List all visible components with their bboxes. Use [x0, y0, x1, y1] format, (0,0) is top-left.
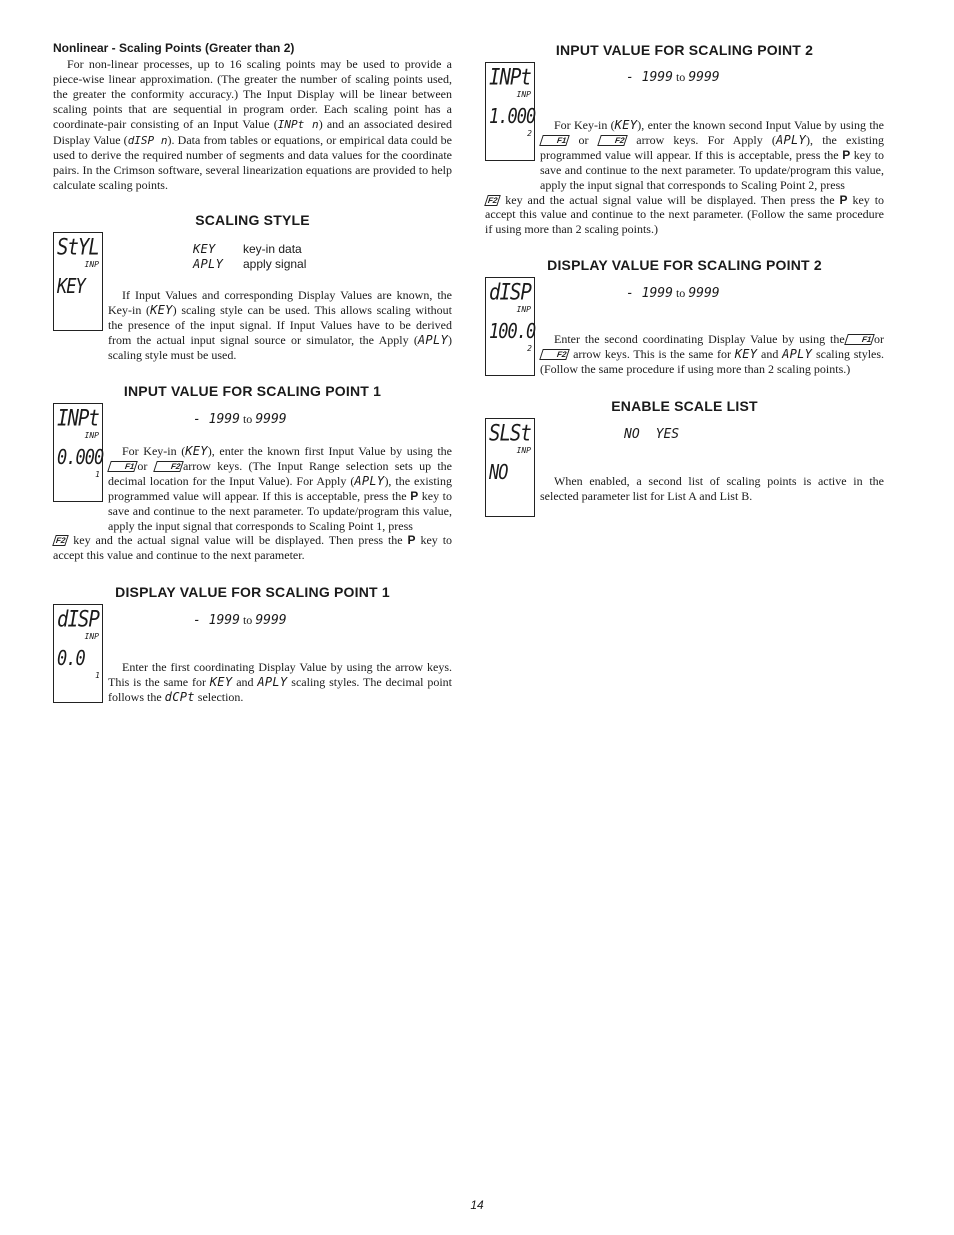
- text: key and the actual signal value will be displayed. Then press the: [505, 192, 835, 207]
- text: and: [761, 346, 779, 361]
- text: selection.: [197, 689, 244, 704]
- range-low: - 1999: [626, 70, 673, 85]
- display-value-2-body: [540, 332, 884, 377]
- range-high: 9999: [255, 412, 287, 427]
- f1-key-icon: F1: [844, 334, 875, 345]
- enable-scale-list-options: [624, 427, 679, 442]
- text: arrow keys. This is the same for: [573, 346, 731, 361]
- display-point-number: 2: [527, 344, 532, 353]
- text: For non-linear processes, up to 16 scaling points may be used to provide a piece-wise linear approximation. (The greater the number of scaling points used, the greater the conformity accuracy.) The Input Display will be linear between scaling points that are sequential in program order. Each scaling point has a coordinate-pair consisting of an Input Value (: [53, 57, 452, 131]
- display-mid-text: INP: [84, 260, 99, 269]
- input-value-2-range: [626, 70, 720, 85]
- option-no: NO: [624, 427, 640, 442]
- f2-key-icon: F2: [539, 349, 570, 360]
- intro-paragraph: [53, 57, 452, 193]
- p-key-label: P: [842, 147, 851, 162]
- display-value-1-range: [193, 613, 287, 628]
- code-dcpt: dCPt: [164, 689, 195, 704]
- intro-heading: Nonlinear - Scaling Points (Greater than 2): [53, 41, 295, 55]
- display-top-text: dISP: [489, 280, 531, 306]
- option-yes: YES: [655, 427, 680, 442]
- text: key to save and continue to the next parameter. To update/program this value, apply the input signal that corresponds to Scaling Point 1, press: [108, 488, 452, 533]
- scaling-style-options: [193, 242, 306, 272]
- code-key: KEY: [150, 302, 173, 317]
- display-top-text: dISP: [57, 607, 99, 633]
- code-aply: APLY: [782, 346, 813, 361]
- text: scaling styles. The decimal point follows the: [108, 674, 452, 704]
- range-high: 9999: [688, 70, 720, 85]
- enable-scale-list-text: When enabled, a second list of scaling points is active in the selected parameter list for List A and List B.: [540, 474, 884, 503]
- display-bottom-text: 0.000: [57, 446, 104, 470]
- display-mid-text: INP: [84, 632, 99, 641]
- input-value-1-range: [193, 412, 287, 427]
- option-code: APLY: [193, 257, 224, 271]
- f1-key-icon: F1: [539, 135, 570, 146]
- display-value-2-title: DISPLAY VALUE FOR SCALING POINT 2: [547, 257, 822, 273]
- text: ), enter the known second Input Value by using the: [637, 118, 884, 132]
- text: and: [236, 674, 254, 689]
- scaling-style-title: SCALING STYLE: [195, 212, 310, 228]
- display-point-number: 1: [95, 470, 100, 479]
- range-low: - 1999: [626, 286, 673, 301]
- display-value-1-title: DISPLAY VALUE FOR SCALING POINT 1: [115, 584, 390, 600]
- range-to: to: [675, 286, 686, 300]
- text: key and the actual signal value will be displayed. Then press the: [73, 533, 403, 548]
- range-to: to: [242, 412, 253, 426]
- input-value-1-body: [53, 444, 452, 563]
- p-key-label: P: [407, 533, 416, 548]
- code-key: KEY: [734, 346, 758, 361]
- text: or: [874, 332, 884, 346]
- f2-key-icon: F2: [597, 135, 628, 146]
- f2-key-icon: F2: [153, 461, 184, 472]
- code-key: KEY: [614, 118, 638, 132]
- display-bottom-text: KEY: [57, 275, 85, 299]
- display-mid-text: INP: [516, 90, 531, 99]
- display-top-text: SLSt: [489, 421, 531, 447]
- text: arrow keys. For Apply (: [636, 132, 776, 147]
- code-aply: APLY: [257, 674, 288, 689]
- text: key to save and continue to the next parameter. To update/program this value, apply the input signal that corresponds to Scaling Point 2, press: [540, 147, 884, 192]
- range-high: 9999: [255, 613, 287, 628]
- text: arrow keys. (The Input Range selection sets up the decimal location for the Input Value). For Apply (: [108, 458, 452, 488]
- text: For Key-in (: [122, 444, 186, 458]
- text: or: [578, 132, 589, 147]
- text: or: [137, 458, 148, 473]
- display-mid-text: INP: [516, 446, 531, 455]
- intro-section: [53, 41, 452, 193]
- option-description: key-in data: [243, 242, 302, 256]
- code-aply: APLY: [417, 332, 448, 347]
- display-top-text: INPt: [57, 406, 99, 432]
- display-bottom-text: 0.0: [57, 647, 85, 671]
- f2-key-icon: F2: [484, 195, 501, 206]
- f1-key-icon: F1: [107, 461, 138, 472]
- p-key-label: P: [839, 192, 848, 207]
- enable-scale-list-title: ENABLE SCALE LIST: [611, 398, 758, 414]
- display-bottom-text: 100.0: [489, 320, 536, 344]
- code-disp-n: dISP n: [127, 133, 168, 147]
- code-key: KEY: [209, 674, 233, 689]
- text: ). Data from tables or equations, or empirical data could be used to derive the required number of segments and data values for the coordinate pairs. In the Crimson software, several linearization equations are provided to help calculate scaling points.: [53, 132, 452, 193]
- text: For Key-in (: [554, 118, 615, 132]
- text: scaling styles. (Follow the same procedure if using more than 2 scaling points.): [540, 346, 885, 376]
- display-bottom-text: NO: [489, 461, 508, 485]
- range-to: to: [242, 613, 253, 627]
- text: Enter the second coordinating Display Value by using the: [554, 332, 845, 346]
- text: ) scaling style can be used. This allows scaling without the presence of the input signal. If Input Values have to be derived from the actual input signal source or simulator, the Apply (: [108, 302, 452, 347]
- display-top-text: INPt: [489, 65, 531, 91]
- display-value-1-display: [53, 604, 103, 703]
- text: ), the existing programmed value will appear. If this is acceptable, press the: [108, 473, 452, 503]
- range-to: to: [675, 70, 686, 84]
- input-value-2-body: [485, 118, 884, 237]
- enable-scale-list-display: [485, 418, 535, 517]
- f2-key-icon: F2: [52, 535, 69, 546]
- text: If Input Values and corresponding Display Values are known, the Key-in (: [108, 288, 452, 317]
- scaling-style-display: [53, 232, 103, 331]
- code-inpt-n: INPt n: [277, 117, 319, 131]
- text: key to accept this value and continue to the next parameter.: [53, 533, 453, 563]
- option-description: apply signal: [243, 257, 307, 271]
- display-point-number: 2: [527, 129, 532, 138]
- display-top-text: StYL: [57, 235, 99, 261]
- text: ) and an associated desired Display Value (: [53, 116, 452, 147]
- code-key: KEY: [185, 444, 208, 458]
- display-value-1-body: [108, 660, 452, 705]
- range-high: 9999: [688, 286, 720, 301]
- range-low: - 1999: [193, 412, 240, 427]
- code-aply: APLY: [354, 473, 385, 488]
- text: ) scaling style must be used.: [108, 332, 452, 362]
- display-bottom-text: 1.000: [489, 105, 536, 129]
- p-key-label: P: [410, 488, 419, 503]
- display-value-2-display: [485, 277, 535, 376]
- display-value-2-range: [626, 286, 720, 301]
- text: ), enter the known first Input Value by using the: [207, 444, 453, 458]
- text: ), the existing programmed value will appear. If this is acceptable, press the: [540, 132, 885, 162]
- text: key to accept this value and continue to the next parameter. (Follow the same procedure if using more than 2 scaling points.): [485, 192, 885, 237]
- scaling-style-body: [108, 288, 452, 363]
- display-mid-text: INP: [516, 305, 531, 314]
- option-code: KEY: [193, 242, 216, 256]
- page-number: 14: [470, 1198, 484, 1212]
- enable-scale-list-body: [540, 474, 884, 504]
- code-aply: APLY: [775, 132, 807, 147]
- input-value-1-title: INPUT VALUE FOR SCALING POINT 1: [123, 383, 382, 399]
- text: Enter the first coordinating Display Value by using the arrow keys. This is the same for: [108, 660, 452, 689]
- display-mid-text: INP: [84, 431, 99, 440]
- input-value-2-title: INPUT VALUE FOR SCALING POINT 2: [555, 42, 814, 58]
- range-low: - 1999: [193, 613, 240, 628]
- display-point-number: 1: [95, 671, 100, 680]
